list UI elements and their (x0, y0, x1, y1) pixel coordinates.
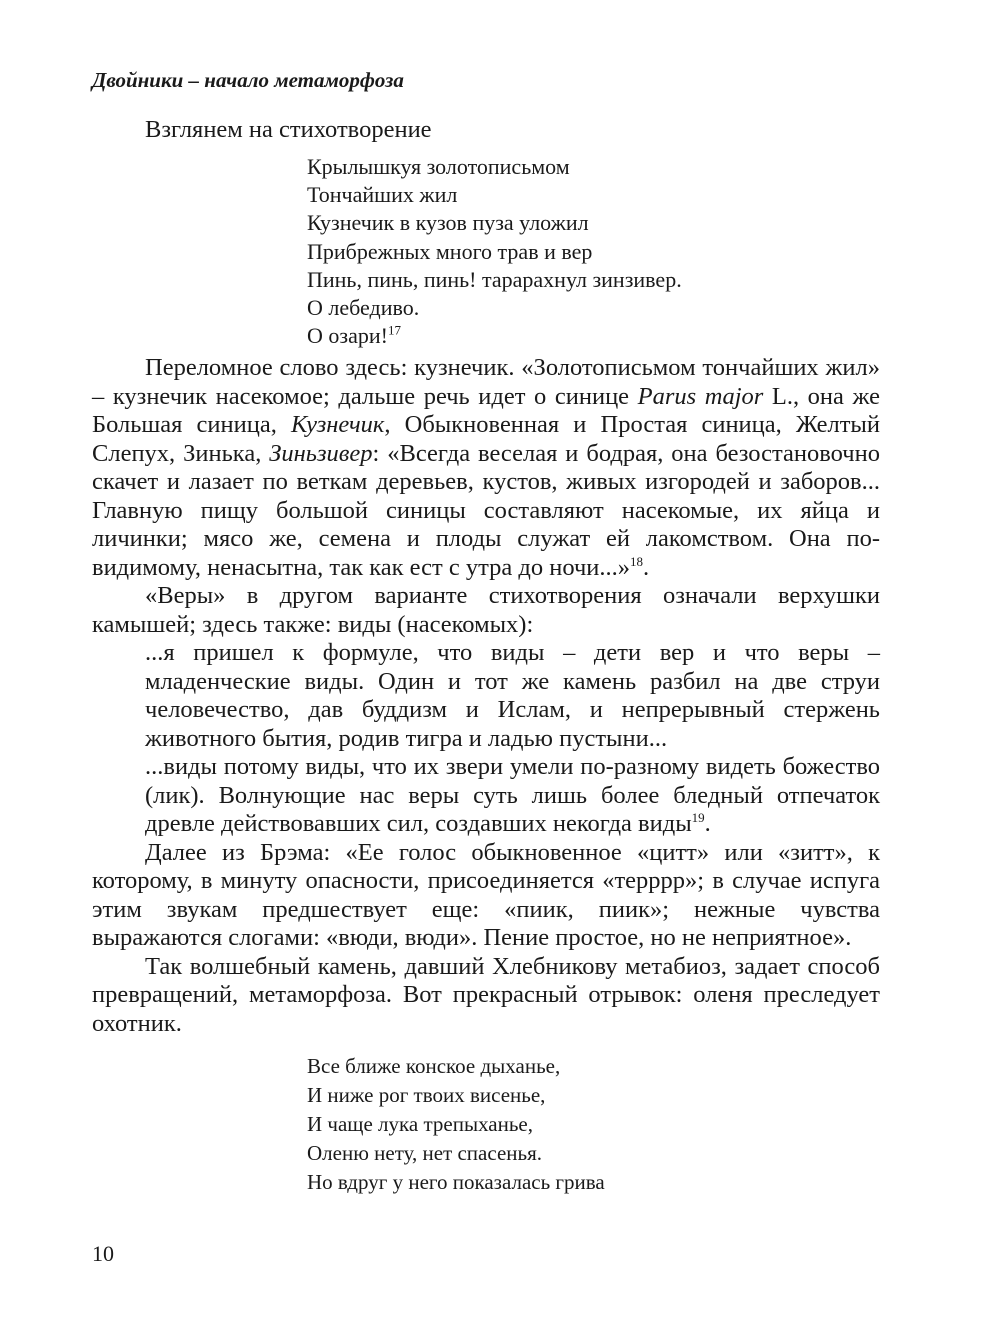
verse-line: Прибрежных много трав и вер (307, 238, 593, 264)
italic-run: Зиньзивер (269, 439, 373, 467)
verse-line: Тончайших жил (307, 182, 458, 208)
poem-verse-2 (307, 1052, 605, 1197)
verse-line: И чаще лука трепыханье, (307, 1112, 534, 1136)
text-run: . (704, 810, 711, 837)
verse-line: Крылышкуя золотописьмом (307, 154, 570, 179)
block-quote-2 (92, 753, 880, 839)
text-run: Переломное слово здесь: кузнечик. «Золотописьмом тончайших жил» – кузнечик насекомое; дальше речь идет о синице (92, 354, 880, 410)
block-quote-1: ...я пришел к формуле, что виды – дети вер и что веры – младенческие виды. Один и тот же камень разбил на две струи человечество, дав буддизм и Ислам, и непрерывный стержень животного бытия, родив тигра и ладью пустыни... (145, 639, 880, 752)
verse-line: Все ближе конское дыханье, (307, 1054, 561, 1078)
intro-line: Взглянем на стихотворение (145, 116, 432, 143)
verse-line: Пинь, пинь, пинь! тарарахнул зинзивер. (307, 266, 682, 292)
verse-line-last (307, 322, 682, 350)
main-text (92, 354, 880, 1038)
verse-line: И ниже рог твоих висенье, (307, 1083, 546, 1107)
paragraph-1 (92, 354, 880, 582)
page-number: 10 (92, 1241, 114, 1266)
text-run: . (643, 553, 650, 581)
verse-line: О лебедиво. (307, 295, 420, 321)
italic-run: Parus major (637, 382, 764, 410)
paragraph-2: «Веры» в другом варианте стихотворения означали верхушки камышей; здесь также: виды (насекомых): (92, 582, 880, 638)
verse-line-text: О озари! (307, 323, 388, 349)
text-run: ...виды потому виды, что их звери умели по-разному видеть божество (лик). Волнующие нас веры суть лишь более бледный отпечаток древле действовавших сил, создавших некогда виды (145, 753, 880, 837)
footnote-ref: 17 (387, 322, 401, 338)
text-run: L., она же Большая синица, (92, 382, 880, 438)
section-title: Двойники – начало метаморфоза (92, 68, 404, 92)
paragraph-3: Далее из Брэма: «Ее голос обыкновенное «цитт» или «зитт», к которому, в минуту опасности, присоединяется «терррр»; в случае испуга этим звукам предшествует еще: «пиик, пиик»; нежные чувства выражаются слогами: «вюди, вюди». Пение простое, но не неприятное». (92, 838, 880, 951)
verse-line: Но вдруг у него показалась грива (307, 1170, 605, 1194)
paragraph-4: Так волшебный камень, давший Хлебникову метабиоз, задает способ превращений, метаморфоза. Вот прекрасный отрывок: оленя преследует охотник. (92, 952, 880, 1037)
footnote-ref: 19 (691, 809, 705, 825)
verse-line: Оленю нету, нет спасенья. (307, 1141, 542, 1165)
footnote-ref: 18 (630, 553, 644, 569)
text-run: : «Всегда веселая и бодрая, она безостановочно скачет и лазает по веткам деревьев, кустов, живых изгородей и заборов... Главную пищу большой синицы составляют насекомые, их яйца и личинки; мясо же, семена и плоды служат ей лакомством. Она по-видимому, ненасытна, так как ест с утра до ночи...» (92, 439, 880, 581)
verse-line: Кузнечик в кузов пуза уложил (307, 210, 589, 236)
poem-verse-1 (307, 153, 682, 350)
italic-run: Кузнечик (290, 411, 385, 438)
text-run: , Обыкновенная и Простая синица, Желтый Слепух, Зинька, (92, 411, 880, 467)
